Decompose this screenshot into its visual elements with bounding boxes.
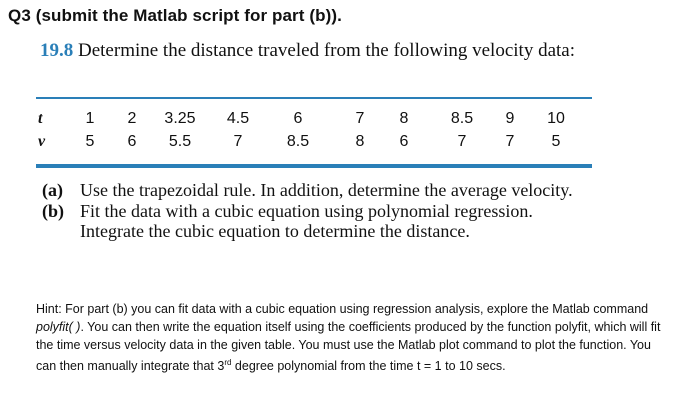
part-b-label: (b): [42, 200, 64, 221]
table-row-velocity: [36, 133, 592, 157]
part-a: [42, 180, 594, 201]
part-a-label: (a): [42, 180, 63, 200]
time-label: t: [38, 110, 43, 127]
table-bottom-rule: [36, 164, 592, 168]
part-b: [42, 201, 594, 242]
table-cell: 4.5: [226, 110, 250, 127]
hint-command: polyfit( ): [36, 320, 81, 334]
problem-statement: [40, 40, 588, 62]
table-cell: 6: [127, 133, 137, 150]
table-cell: 6: [399, 133, 409, 150]
problem-text: Determine the distance traveled from the following velocity data:: [73, 40, 575, 61]
table-cell: 8.5: [450, 110, 474, 127]
hint-paragraph: [36, 300, 666, 375]
table-cell: 10: [547, 110, 565, 127]
problem-number: 19.8: [40, 40, 74, 61]
table-cell: 8.5: [286, 133, 310, 150]
hint-superscript: rd: [224, 358, 232, 367]
question-title: Q3 (submit the Matlab script for part (b)).: [8, 6, 342, 25]
hint-text-3: degree polynomial from the time t = 1 to 10 secs.: [231, 359, 506, 374]
table-cell: 5: [85, 133, 95, 150]
hint-text-1: Hint: For part (b) you can fit data with a cubic equation using regression analysis, explore the Matlab command: [36, 302, 649, 316]
velocity-label: v: [38, 133, 46, 150]
table-cell: 1: [85, 110, 95, 127]
hint-text-2: . You can then write the equation itself using the coefficients produced by the function polyfit, which will fit the time versus velocity data in the given table. You must use the Matlab plot command to plot the function. You can then manually integrate that 3: [36, 320, 661, 374]
table-cell: 7: [505, 133, 515, 150]
table-row-time: [36, 110, 592, 134]
table-cell: 6: [293, 110, 303, 127]
table-cell: 7: [233, 133, 243, 150]
table-cell: 7: [457, 133, 467, 150]
table-cell: 5: [551, 133, 561, 150]
table-cell: 3.25: [164, 110, 196, 127]
table-top-rule: [36, 97, 592, 99]
table-cell: 7: [355, 110, 365, 127]
part-b-text: Fit the data with a cubic equation using polynomial regression. Integrate the cubic equation to determine the distance.: [80, 200, 533, 241]
table-cell: 2: [127, 110, 137, 127]
table-cell: 5.5: [168, 133, 192, 150]
table-cell: 8: [355, 133, 365, 150]
problem-parts: [42, 180, 594, 242]
part-a-text: Use the trapezoidal rule. In addition, determine the average velocity.: [80, 180, 573, 200]
table-cell: 8: [399, 110, 409, 127]
table-cell: 9: [505, 110, 515, 127]
